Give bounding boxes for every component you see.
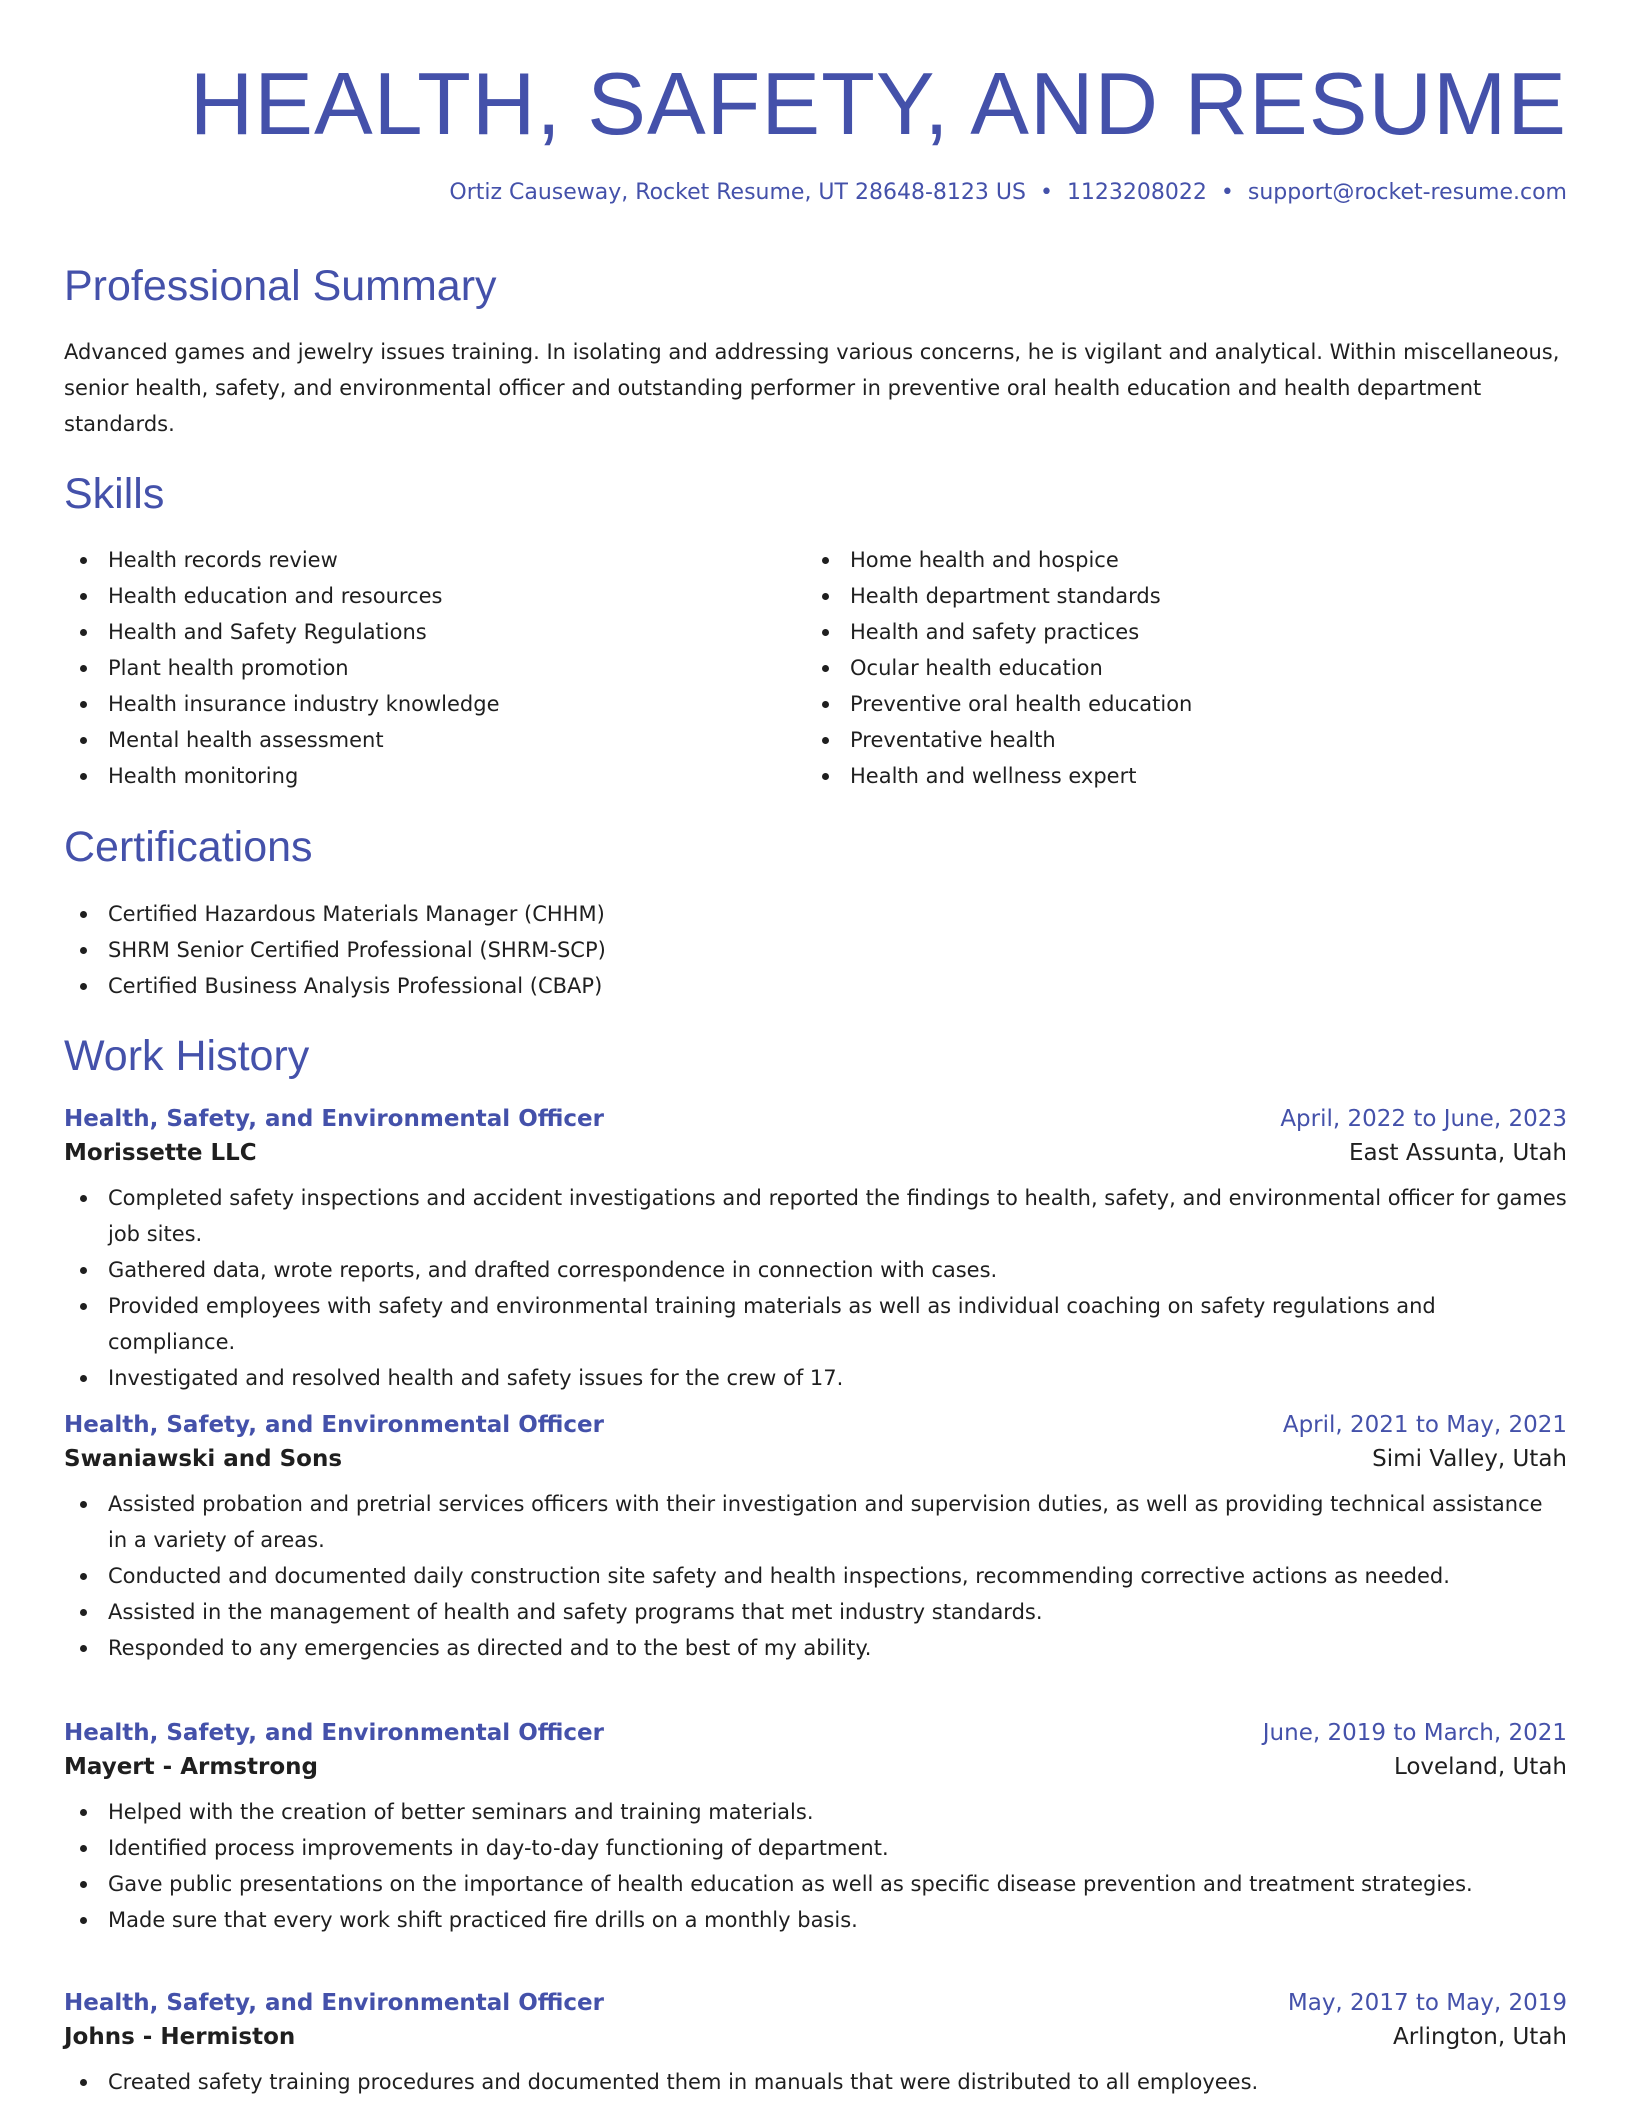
- job-company: Johns - Hermiston: [64, 2024, 296, 2050]
- summary-text: Advanced games and jewelry issues training. In isolating and addressing various concerns, he is vigilant and analytical. Within miscellaneous, senior health, safety, and environmental officer and outstanding performer in preventive oral health education and health department standards.: [64, 340, 1560, 436]
- job-bullets: [64, 1180, 1567, 1396]
- job-bullet: Created safety training procedures and documented them in manuals that were distributed to all employees.: [64, 2064, 1567, 2100]
- contact-separator: •: [1039, 180, 1053, 205]
- job-bullet: Conducted and documented daily construction site safety and health inspections, recommending corrective actions as needed.: [64, 1558, 1567, 1594]
- job-bullet: Helped with the creation of better seminars and training materials.: [64, 1794, 1567, 1830]
- summary-heading: Professional Summary: [64, 262, 497, 310]
- certification-item: SHRM Senior Certified Professional (SHRM-SCP): [64, 932, 1567, 968]
- skill-item: Health records review: [64, 542, 806, 578]
- skill-item: Preventive oral health education: [806, 686, 1548, 722]
- job-entry: [64, 1412, 1567, 1666]
- job-title: Health, Safety, and Environmental Officer: [64, 1990, 604, 2016]
- job-bullet: Investigated and resolved health and safety issues for the crew of 17.: [64, 1360, 1567, 1396]
- certification-item: Certified Business Analysis Professional (CBAP): [64, 968, 1567, 1004]
- job-company: Mayert - Armstrong: [64, 1754, 318, 1780]
- skill-item: Health insurance industry knowledge: [64, 686, 806, 722]
- job-dates: April, 2022 to June, 2023: [1280, 1106, 1567, 1132]
- job-bullet: Made sure that every work shift practiced fire drills on a monthly basis.: [64, 1902, 1567, 1938]
- skill-item: Ocular health education: [806, 650, 1548, 686]
- job-location: Simi Valley, Utah: [1372, 1446, 1567, 1472]
- skill-item: Plant health promotion: [64, 650, 806, 686]
- skill-item: Health department standards: [806, 578, 1548, 614]
- skill-item: Preventative health: [806, 722, 1548, 758]
- job-bullets: [64, 1794, 1567, 1938]
- job-title: Health, Safety, and Environmental Officer: [64, 1412, 604, 1438]
- contact-phone: 1123208022: [1066, 180, 1207, 205]
- skill-item: Mental health assessment: [64, 722, 806, 758]
- contact-address: Ortiz Causeway, Rocket Resume, UT 28648-8123 US: [449, 180, 1026, 205]
- job-bullet: Assisted in the management of health and safety programs that met industry standards.: [64, 1594, 1567, 1630]
- job-entry: [64, 1106, 1567, 1396]
- skill-item: Home health and hospice: [806, 542, 1548, 578]
- job-bullets: [64, 1486, 1567, 1666]
- job-location: Arlington, Utah: [1393, 2024, 1567, 2050]
- job-bullet: Gave public presentations on the importance of health education as well as specific disease prevention and treatment strategies.: [64, 1866, 1567, 1902]
- job-entry: [64, 1990, 1567, 2100]
- job-company: Morissette LLC: [64, 1140, 257, 1166]
- resume-page: [64, 0, 1567, 2094]
- skill-item: Health and safety practices: [806, 614, 1548, 650]
- job-dates: April, 2021 to May, 2021: [1282, 1412, 1567, 1438]
- certification-item: Certified Hazardous Materials Manager (CHHM): [64, 896, 1567, 932]
- resume-name: HEALTH, SAFETY, AND RESUME: [189, 54, 1567, 153]
- job-bullet: Provided employees with safety and environmental training materials as well as individual coaching on safety regulations and compliance.: [64, 1288, 1567, 1360]
- job-location: Loveland, Utah: [1393, 1754, 1567, 1780]
- contact-separator: •: [1220, 180, 1234, 205]
- skill-item: Health and Safety Regulations: [64, 614, 806, 650]
- job-bullet: Identified process improvements in day-to-day functioning of department.: [64, 1830, 1567, 1866]
- skill-item: Health and wellness expert: [806, 758, 1548, 794]
- job-bullet: Assisted probation and pretrial services officers with their investigation and supervision duties, as well as providing technical assistance in a variety of areas.: [64, 1486, 1567, 1558]
- skill-item: Health education and resources: [64, 578, 806, 614]
- job-entry: [64, 1720, 1567, 1938]
- skills-heading: Skills: [64, 470, 165, 518]
- resume-header: [64, 0, 1567, 205]
- job-dates: May, 2017 to May, 2019: [1287, 1990, 1567, 2016]
- job-bullet: Gathered data, wrote reports, and drafted correspondence in connection with cases.: [64, 1252, 1567, 1288]
- job-title: Health, Safety, and Environmental Officer: [64, 1720, 604, 1746]
- job-bullet: Responded to any emergencies as directed and to the best of my ability.: [64, 1630, 1567, 1666]
- certifications-heading: Certifications: [64, 823, 313, 871]
- job-location: East Assunta, Utah: [1348, 1140, 1567, 1166]
- skills-list: [64, 542, 1567, 794]
- skill-item: Health monitoring: [64, 758, 806, 794]
- contact-email: support@rocket-resume.com: [1247, 180, 1567, 205]
- contact-line: [449, 180, 1567, 205]
- skills-column-right: [806, 542, 1548, 794]
- certifications-list: [64, 896, 1567, 1004]
- skills-column-left: [64, 542, 806, 794]
- job-dates: June, 2019 to March, 2021: [1262, 1720, 1567, 1746]
- job-bullet: Completed safety inspections and accident investigations and reported the findings to health, safety, and environmental officer for games job sites.: [64, 1180, 1567, 1252]
- job-bullets: [64, 2064, 1567, 2100]
- job-company: Swaniawski and Sons: [64, 1446, 343, 1472]
- job-title: Health, Safety, and Environmental Officer: [64, 1106, 604, 1132]
- work-history-heading: Work History: [64, 1032, 310, 1080]
